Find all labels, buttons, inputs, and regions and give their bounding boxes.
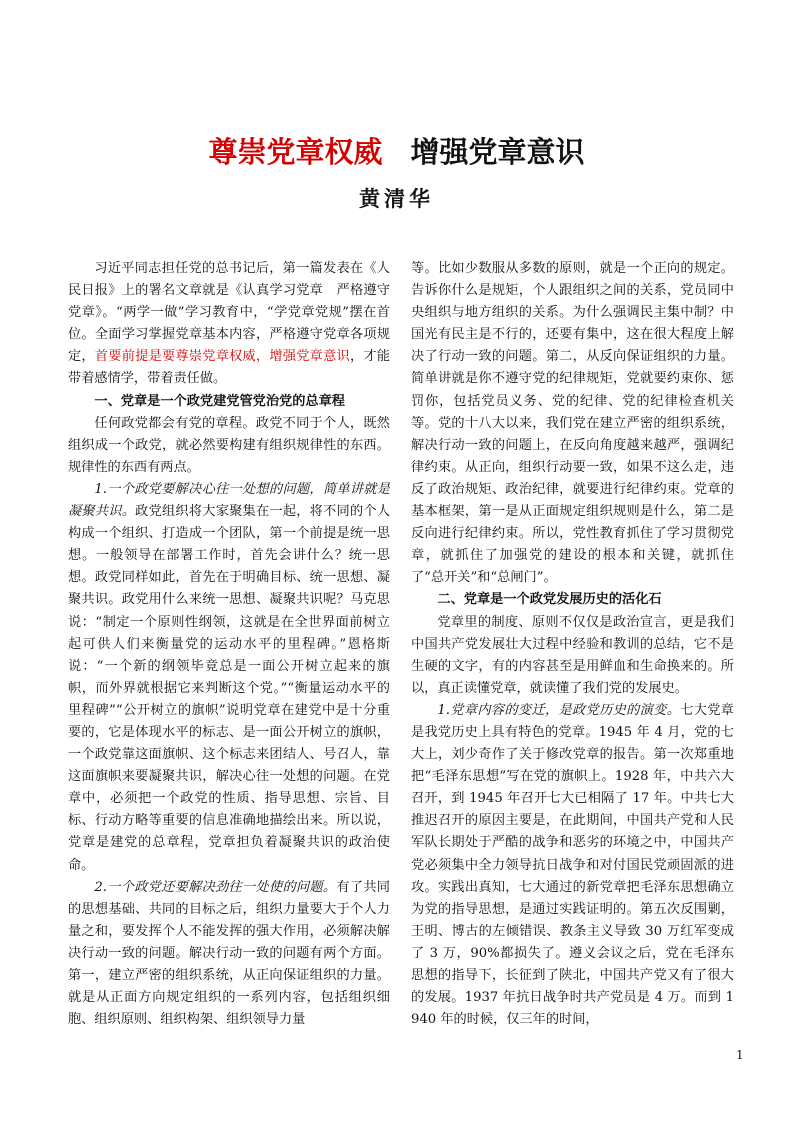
right-column: [411, 258, 734, 1058]
article-title: [0, 130, 793, 174]
author-name: 黄清华: [359, 186, 434, 211]
paragraph: 等。比如少数服从多数的原则，就是一个正向的规定。告诉你什么是规矩，个人跟组织之间的关系，党员同中央组织与地方组织的关系。为什么强调民主集中制？中国光有民主是不行的，还要有集中，这在很大程度上解决了行动一致的问题。第二，从反向保证组织的力量。简单讲就是你不遵守党的纪律规矩，党就要约束你、惩罚你，包括党员义务、党的纪律、党的纪律检查机关等。党的十八大以来，我们党在建立严密的组织系统，解决行动一致的问题上，在反向角度越来越严，强调纪律约束。从正向，组织行动要一致，如果不这么走，违反了政治规矩、政治纪律，就要进行纪律约束。党章的基本框架，第一是从正面规定组织规则是什么，第二是反向进行纪律约束。所以，党性教育抓住了学习贯彻党章，就抓住了加强党的建设的根本和关键，就抓住了“总开关”和“总闸门”。: [411, 261, 734, 586]
paragraph: [68, 877, 390, 1032]
text-run: 政党组织将大家聚集在一起，将不同的个人构成一个组织、打造成一个团队，第一个前提是统一思想。一般领导在部署工作时，首先会讲什么？统一思想。政党同样如此，首先在于明确目标、统一思想、凝聚共识。政党用什么来统一思想、凝聚共识呢？马克思说：“制定一个原则性纲领，这就是在全世界面前树立起可供人们来衡量党的运动水平的里程碑。”恩格斯说：“一个新的纲领毕竟总是一面公开树立起来的旗帜，而外界就根据它来判断这个党。”“衡量运动水平的里程碑”“公开树立的旗帜”说明党章在建党中是十分重要的，它是体现水平的标志、是一面公开树立的旗帜，一个政党靠这面旗帜、这个标志来团结人、号召人，靠这面旗帜来要凝聚共识，解决心往一处想的问题。在党章中，必须把一个政党的性质、指导思想、宗旨、目标、行动方略等重要的信息准确地描绘出来。所以说，党章是建党的总章程，党章担负着凝聚共识的政治使命。: [68, 504, 390, 873]
paragraph: [411, 700, 734, 1031]
highlighted-text: 首要前提是要尊崇党章权威，增强党章意识: [94, 349, 350, 365]
paragraph: 任何政党都会有党的章程。政党不同于个人，既然组织成一个政党，就必然要构建有组织规律性的东西。规律性的东西有两点。: [68, 415, 390, 475]
paragraph: [68, 479, 390, 877]
paragraph: [68, 258, 390, 391]
text-run: 有了共同的思想基础、共同的目标之后，组织力量要大于个人力量之和，要发挥个人不能发挥的强大作用，必须解决解决行动一致的问题。解决行动一致的问题有两个方面。第一，建立严密的组织系统，从正向保证组织的力量。就是从正面方向规定组织的一系列内容，包括组织细胞、组织原则、组织构架、组织领导力量: [68, 879, 390, 1028]
page-number: 1: [736, 1048, 744, 1062]
text-run: 习近平同志担任党的总书记后，第一篇发表在《人民日报》上的署名文章就是《认真学习党章 严格遵守党章》。“两学一做”学习教育中，“学党章党规”摆在首位。全面学习掌握党章基本内容，严格遵守党章各项规定，: [68, 261, 390, 365]
section-heading-2: 二、党章是一个政党发展历史的活化石: [437, 592, 662, 608]
section-heading-1: 一、党章是一个政党建党管党治党的总章程: [94, 393, 345, 409]
paragraph: 党章里的制度、原则不仅仅是政治宣言，更是我们中国共产党发展壮大过程中经验和教训的总结，它不是生硬的文字，有的内容甚至是用鲜血和生命换来的。所以，真正读懂党章，就读懂了我们党的发展史。: [411, 614, 734, 696]
title-part-2: 增强党章意识: [410, 135, 585, 169]
title-part-1: 尊崇党章权威: [208, 135, 383, 169]
text-run: 七大党章是我党历史上具有特色的党章。1945 年 4 月，党的七大上，刘少奇作了关于修改党章的报告。第一次郑重地把“毛泽东思想”写在党的旗帜上。1928 年，中共六大召开，到 1945 年召开七大已相隔了 17 年。中共七大推迟召开的原因主要是，在此期间，中国共产党和人民军队长期处于严酷的战争和恶劣的环境之中，中国共产党必须集中全力领导抗日战争和对付国民党顽固派的进攻。实践出真知，七大通过的新党章把毛泽东思想确立为党的指导思想，是通过实践证明的。第五次反围剿，王明、博古的左倾错误、教条主义导致 30 万红军变成了 3 万，90%都损失了。遵义会议之后，党在毛泽东思想的指导下，长征到了陕北，中国共产党又有了很大的发展。1937 年抗日战争时共产党员是 4 万。而到 1940 年的时候，仅三年的时间，: [411, 702, 734, 1028]
text-run: ，才能带着感情学，带着责任做。: [68, 349, 390, 387]
subheading-text: 1.党章内容的变迁，是政党历史的演变。: [437, 702, 681, 718]
subheading-text: 2.一个政党还要解决劲往一处使的问题。: [94, 879, 337, 895]
left-column: [68, 258, 390, 1058]
subheading-text: 1.一个政党要解决心往一处想的问题，简单讲就是凝聚共识。: [68, 481, 390, 520]
